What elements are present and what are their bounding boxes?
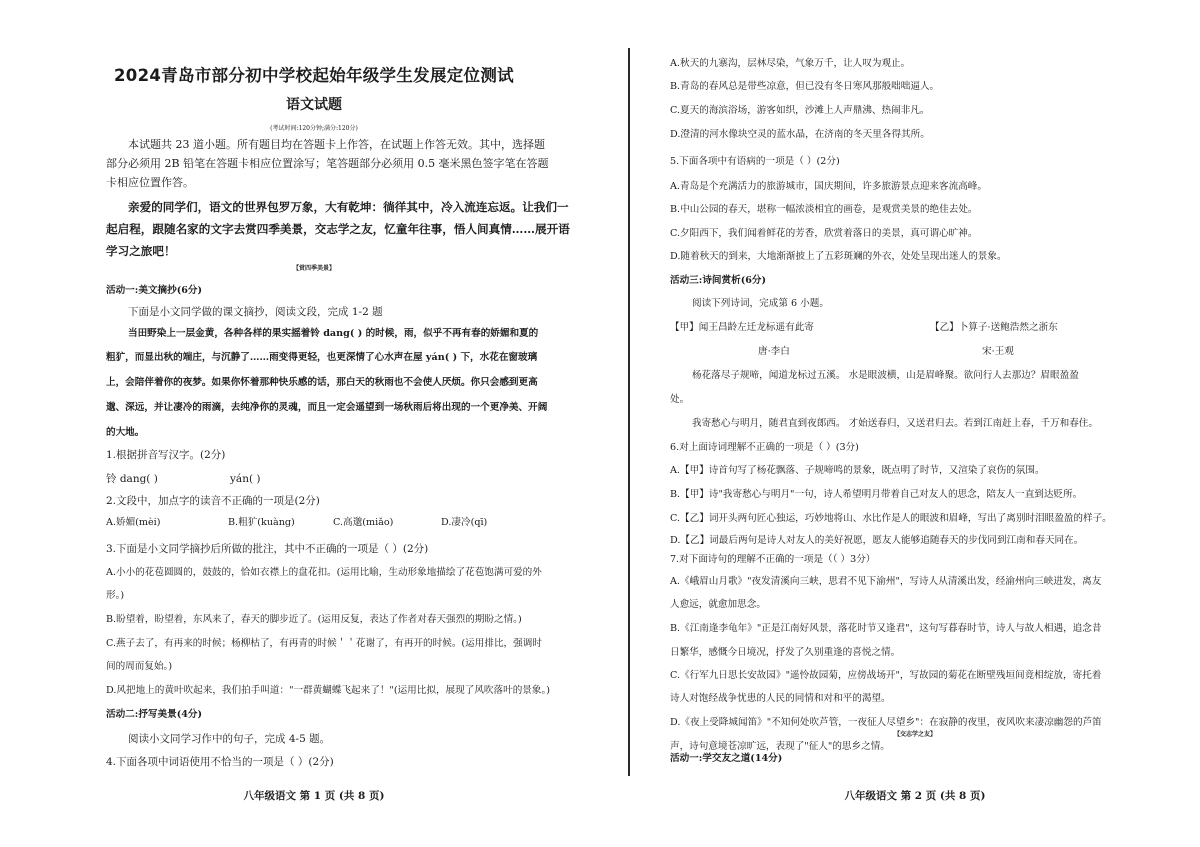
section-heading-friends: 【交志学之友】 [893, 731, 936, 738]
question-6-option-b: B.【甲】诗"我寄愁心与明月"一句，诗人希望明月带着自己对友人的思念，陪友人一直到达贬所。 [670, 489, 1083, 500]
passage-line-4: 邈、深远，并让凄冷的雨滴，去纯净你的灵魂，而且一定会遥望到一场秋雨后将出现的一个更净美、开阔 [106, 402, 548, 413]
poem-a-author: 唐·李白 [758, 346, 790, 357]
intro-line-3: 学习之旅吧！ [106, 244, 176, 258]
question-4-option-c: C.夏天的海滨浴场，游客如织，沙滩上人声鼎沸、热闹非凡。 [670, 105, 930, 116]
question-2-option-b: B.粗犷(kuàng) [228, 517, 295, 528]
question-3-option-c-1: C.燕子去了，有再来的时候；杨柳枯了，有再青的时候＇＇花谢了，有再开的时候。(运用排比，强调时 [106, 638, 542, 649]
question-7-option-d-1: D.《夜上受降城闻笛》"不知何处吹芦管，一夜征人尽望乡"：在寂静的夜里，夜风吹来凄凉幽怨的芦笛 [670, 717, 1102, 728]
question-3: 3.下面是小文同学摘抄后所做的批注，其中不正确的一项是（ ）(2分) [106, 543, 429, 555]
question-7: 7.对下面诗句的理解不正确的一项是（（ ）3分） [670, 554, 876, 565]
question-7-option-c-1: C.《行军九日思长安故园》"遥怜故园菊，应傍战场开"，写故园的菊花在断壁残垣间竟相绽放，寄托着 [670, 670, 1102, 681]
poem-line-1: 杨花落尽子规啼，闻道龙标过五溪。 水是眼波横，山是眉峰聚。欲问行人去那边？眉眼盈盈 [692, 370, 1079, 381]
activity-3-intro: 阅读下列诗词，完成第 6 小题。 [692, 298, 829, 309]
question-3-option-a-1: A.小小的花苞圆圆的，鼓鼓的，恰如衣襟上的盘花扣。(运用比喻，生动形象地描绘了花苞饱满可爱的外 [106, 567, 542, 578]
question-5-option-a: A.青岛是个充满活力的旅游城市，国庆期间，许多旅游景点迎来客流高峰。 [670, 181, 987, 192]
question-7-option-a-1: A.《峨眉山月歌》"夜发清溪向三峡，思君不见下渝州"，写诗人从清溪出发，经渝州向三峡进发，离友 [670, 576, 1102, 587]
question-4: 4.下面各项中词语使用不恰当的一项是（ ）(2分) [106, 756, 334, 768]
intro-line-1: 亲爱的同学们，语文的世界包罗万象，大有乾坤：徜徉其中，冷入流连忘返。让我们一 [128, 200, 569, 214]
question-4-option-b: B.青岛的春风总是带些凉意，但已没有冬日寒风那般咄咄逼人。 [670, 81, 940, 92]
activity-2-heading: 活动二:抒写美景(4分) [106, 709, 203, 720]
activity-3-heading: 活动三:诗间赏析(6分) [670, 275, 767, 286]
instructions-line-1: 本试题共 23 道小题。所有题目均在答题卡上作答，在试题上作答无效。其中，选择题 [128, 138, 545, 151]
passage-line-1: 当田野染上一层金黄，各种各样的果实摇着铃 dang( ) 的时候，雨，似乎不再有春的娇媚和夏的 [128, 328, 539, 339]
question-6-option-c: C.【乙】词开头两句匠心独运，巧妙地将山、水比作是人的眼波和眉峰，写出了离别时泪眼盈盈的样子。 [670, 513, 1112, 524]
exam-info: (考试时间:120分钟;满分:120分) [270, 125, 358, 132]
question-3-option-a-2: 形。) [106, 590, 125, 601]
question-6: 6.对上面诗词理解不正确的一项是（ ）(3分) [670, 442, 859, 453]
question-2-option-c: C.高邈(miǎo) [333, 517, 394, 528]
question-5-option-d: D.随着秋天的到来，大地渐渐披上了五彩斑斓的外衣，处处呈现出迷人的景象。 [670, 251, 1007, 262]
page-subtitle: 语文试题 [286, 97, 342, 113]
section-heading-seasons: 【赏四季美景】 [292, 265, 335, 272]
question-3-option-c-2: 间的周而复始。) [106, 661, 173, 672]
question-7-option-b-2: 日繁华，感慨今日境况，抒发了久别重逢的喜悦之情。 [670, 647, 901, 658]
question-7-option-a-2: 人愈远，就愈加思念。 [670, 599, 766, 610]
passage-line-2: 粗犷，而显出秋的端庄，与沉静了……雨变得更轻，也更深情了心水声在屋 yán( ) 下，水花在窗玻璃 [106, 352, 538, 363]
column-divider [628, 48, 630, 776]
question-6-option-d: D.【乙】词最后两句是诗人对友人的美好祝愿，愿友人能够追随春天的步伐同到江南和春天同在。 [670, 535, 1084, 546]
question-5: 5.下面各项中有语病的一项是（ ）(2分) [670, 156, 840, 167]
activity-4-heading: 活动一:学交友之道(14分) [670, 753, 783, 764]
question-5-option-b: B.中山公园的春天，堪称一幅浓淡相宜的画卷，是观赏美景的绝佳去处。 [670, 204, 978, 215]
question-7-option-c-2: 诗人对饱经战争忧患的人民的同情和对和平的渴望。 [670, 693, 891, 704]
page-1-footer: 八年级语文 第 1 页 (共 8 页) [243, 790, 385, 802]
intro-line-2: 起启程，跟随名家的文字去赏四季美景，交志学之友，忆童年往事，悟人间真情……展开语 [106, 222, 570, 236]
poem-b-author: 宋·王观 [982, 346, 1014, 357]
question-4-option-a: A.秋天的九寨沟，层林尽染，气象万千，让人叹为观止。 [670, 58, 911, 69]
question-1-blank-a: 铃 dang( ) [106, 473, 158, 485]
question-5-option-c: C.夕阳西下，我们闻着鲜花的芳香，欣赏着落日的美景，真可谓心旷神。 [670, 228, 978, 239]
question-2: 2.文段中，加点字的读音不正确的一项是(2分) [106, 495, 320, 507]
activity-1-heading: 活动一:美文摘抄(6分) [106, 285, 203, 296]
question-6-option-a: A.【甲】诗首句写了杨花飘落、子规啼鸣的景象，既点明了时节，又渲染了哀伤的氛围。 [670, 465, 1045, 476]
activity-2-intro: 阅读小文同学习作中的句子，完成 4-5 题。 [128, 733, 331, 745]
question-3-option-b: B.盼望着，盼望着，东风来了，春天的脚步近了。(运用反复，表达了作者对春天强烈的期盼之情。) [106, 614, 522, 625]
poem-line-3: 我寄愁心与明月，随君直到夜郎西。 才始送春归，又送君归去。若到江南赶上春，千万和春住。 [692, 418, 1098, 429]
instructions-line-2: 部分必须用 2B 铅笔在答题卡相应位置涂写；笔答题部分必须用 0.5 毫米黑色签字笔在答题 [106, 157, 549, 170]
passage-line-5: 的大地。 [106, 427, 145, 438]
question-7-option-b-1: B.《江南逢李龟年》"正是江南好风景，落花时节又逢君"，这句写暮春时节，诗人与故人相遇，追念昔 [670, 623, 1102, 634]
activity-1-intro: 下面是小文同学做的课文摘抄，阅读文段，完成 1-2 题 [128, 306, 383, 318]
passage-line-3: 上，会陪伴着你的夜梦。如果你怀着那种快乐感的话，那白天的秋雨也不会使人厌烦。你只会感到更高 [106, 377, 538, 388]
instructions-line-3: 卡相应位置作答。 [106, 176, 194, 189]
question-3-option-d: D.风把地上的黄叶吹起来，我们拍手叫道："一群黄蝴蝶飞起来了！"(运用比拟，展现了风吹落叶的景象。) [106, 685, 551, 696]
poem-b-title: 【乙】卜算子·送鲍浩然之浙东 [930, 322, 1058, 333]
question-1: 1.根据拼音写汉字。(2分) [106, 449, 226, 461]
question-4-option-d: D.澄清的河水像块空灵的蓝水晶，在济南的冬天里各得其所。 [670, 129, 930, 140]
poem-line-2: 处。 [670, 394, 690, 405]
question-7-option-d-2: 声，诗句意境苍凉旷远，表现了"征人"的思乡之情。 [670, 741, 890, 752]
page-2-footer: 八年级语文 第 2 页 (共 8 页) [844, 790, 986, 802]
question-1-blank-b: yán( ) [230, 473, 261, 485]
question-2-option-d: D.凄冷(qī) [441, 517, 488, 528]
page-title: 2024青岛市部分初中学校起始年级学生发展定位测试 [114, 66, 514, 85]
poem-a-title: 【甲】闻王昌龄左迁龙标遥有此寄 [670, 322, 814, 333]
question-2-option-a: A.娇媚(mèi) [106, 517, 161, 528]
